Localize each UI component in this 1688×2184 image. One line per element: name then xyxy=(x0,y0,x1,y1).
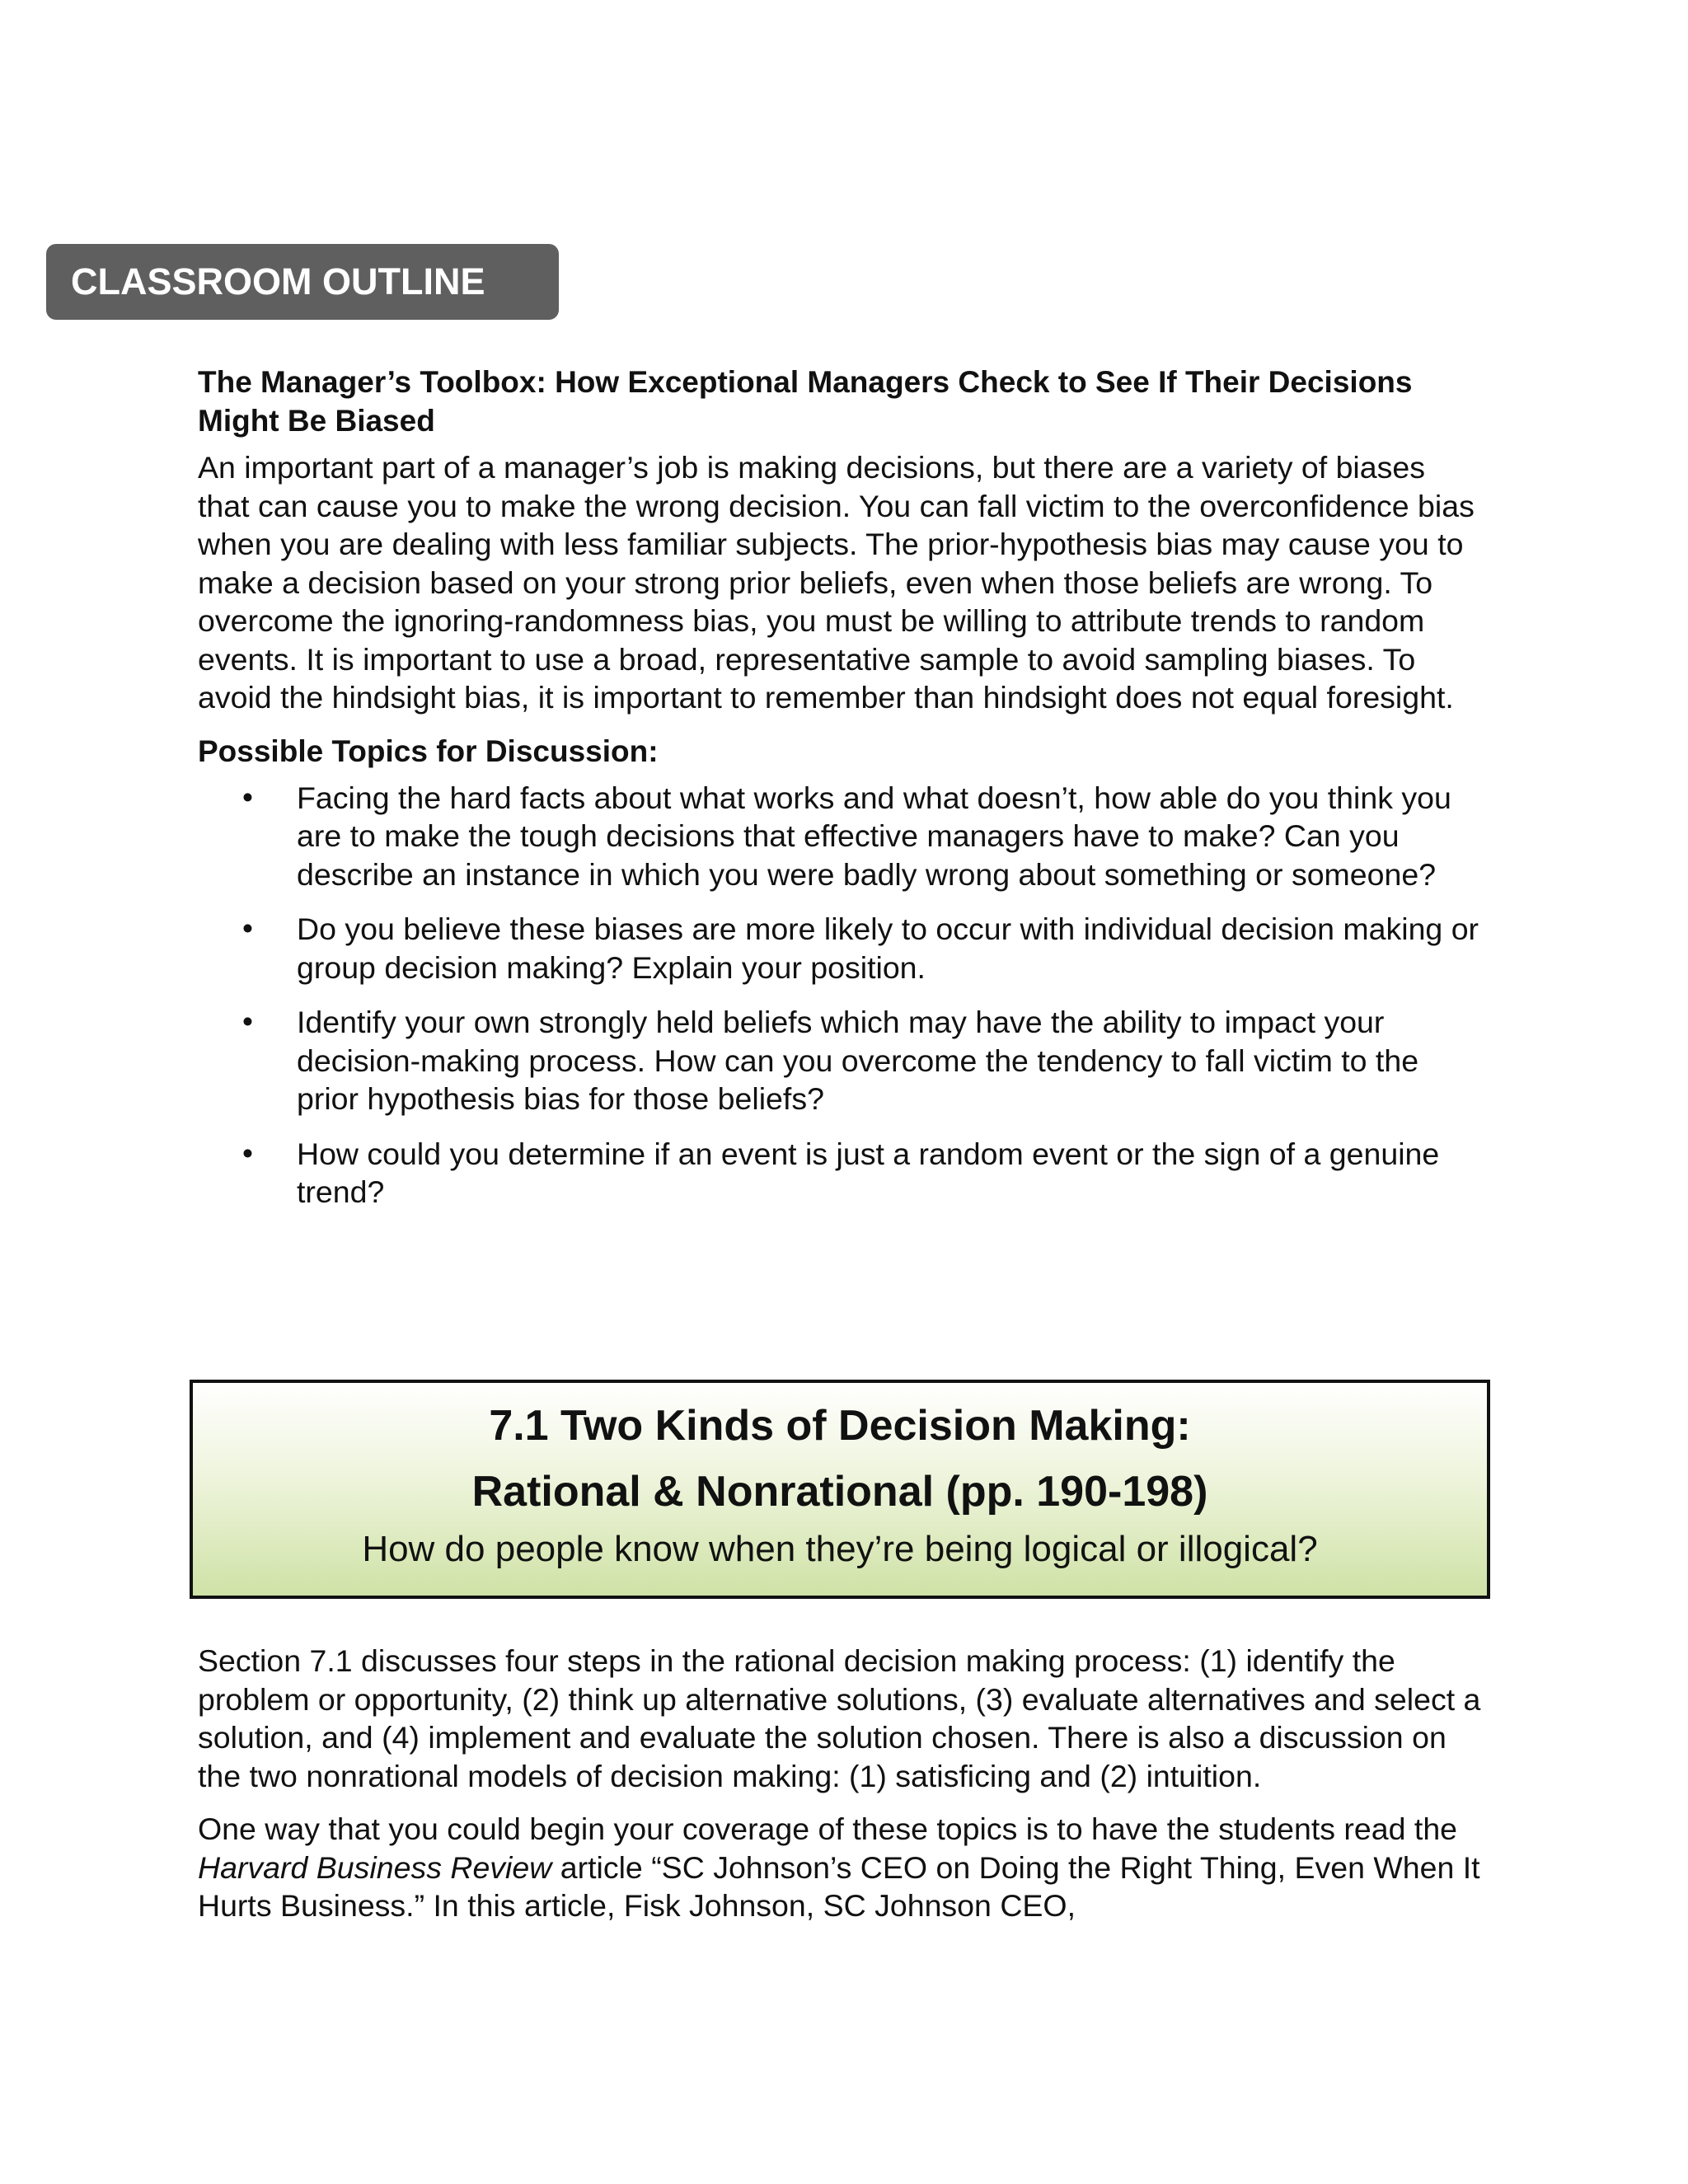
para2-end: article “SC Johnson’s CEO on Doing the Right Thing, Even When It Hurts Business.” In this article, Fisk Johnson, SC Johnson CEO, xyxy=(198,1849,1480,1923)
list-item xyxy=(198,779,1484,894)
list-item xyxy=(198,1003,1484,1118)
bullet-icon: • xyxy=(242,1005,253,1038)
classroom-outline-tab: CLASSROOM OUTLINE xyxy=(46,244,559,320)
toolbox-body: An important part of a manager’s job is making decisions, but there are a variety of biases that can cause you to make the wrong decision. You can fall victim to the overconfidence bias when you are dealing with less familiar subjects. The prior-hypothesis bias may cause you to make a decision based on your strong prior beliefs, even when those beliefs are wrong. To overcome the ignoring-randomness bias, you must be willing to attribute trends to random events. It is important to use a broad, representative sample to avoid sampling biases. To avoid the hindsight bias, it is important to remember than hindsight does not equal foresight. xyxy=(198,450,1475,715)
toolbox-section xyxy=(198,363,1484,1228)
para2-start: One way that you could begin your coverage of these topics is to have the students read the xyxy=(198,1811,1458,1846)
topic-text: How could you determine if an event is just a random event or the sign of a genuine trend? xyxy=(297,1136,1440,1209)
topics-list xyxy=(198,779,1484,1212)
section-subtitle: Rational & Nonrational (pp. 190-198) xyxy=(471,1468,1208,1516)
journal-title: Harvard Business Review xyxy=(198,1849,552,1885)
bullet-icon: • xyxy=(242,780,253,814)
topic-text: Identify your own strongly held beliefs which may have the ability to impact your decision-making process. How can you overcome the tendency to fall victim to the prior hypothesis bias for those beliefs? xyxy=(297,1005,1419,1116)
section-heading-box xyxy=(190,1380,1490,1599)
bullet-icon: • xyxy=(242,1136,253,1170)
topics-heading: Possible Topics for Discussion: xyxy=(198,733,659,768)
section-body xyxy=(198,1642,1484,1940)
bullet-icon: • xyxy=(242,912,253,945)
list-item xyxy=(198,1135,1484,1212)
section-question: How do people know when they’re being logical or illogical? xyxy=(362,1529,1318,1569)
topic-text: Facing the hard facts about what works and what doesn’t, how able do you think you are to make the tough decisions that effective managers have to make? Can you describe an instance in which you were badly wrong about something or someone? xyxy=(297,780,1451,892)
section-paragraph-2 xyxy=(198,1810,1484,1925)
topic-text: Do you believe these biases are more likely to occur with individual decision making or group decision making? Explain your position. xyxy=(297,912,1479,985)
section-title: 7.1 Two Kinds of Decision Making: xyxy=(489,1402,1191,1450)
list-item xyxy=(198,910,1484,987)
toolbox-title: The Manager’s Toolbox: How Exceptional Managers Check to See If Their Decisions Might Be Biased xyxy=(198,365,1413,438)
section-paragraph-1: Section 7.1 discusses four steps in the rational decision making process: (1) identify the problem or opportunity, (2) think up alternative solutions, (3) evaluate alternatives and select a solution, and (4) implement and evaluate the solution chosen. There is also a discussion on the two nonrational models of decision making: (1) satisficing and (2) intuition. xyxy=(198,1643,1481,1793)
